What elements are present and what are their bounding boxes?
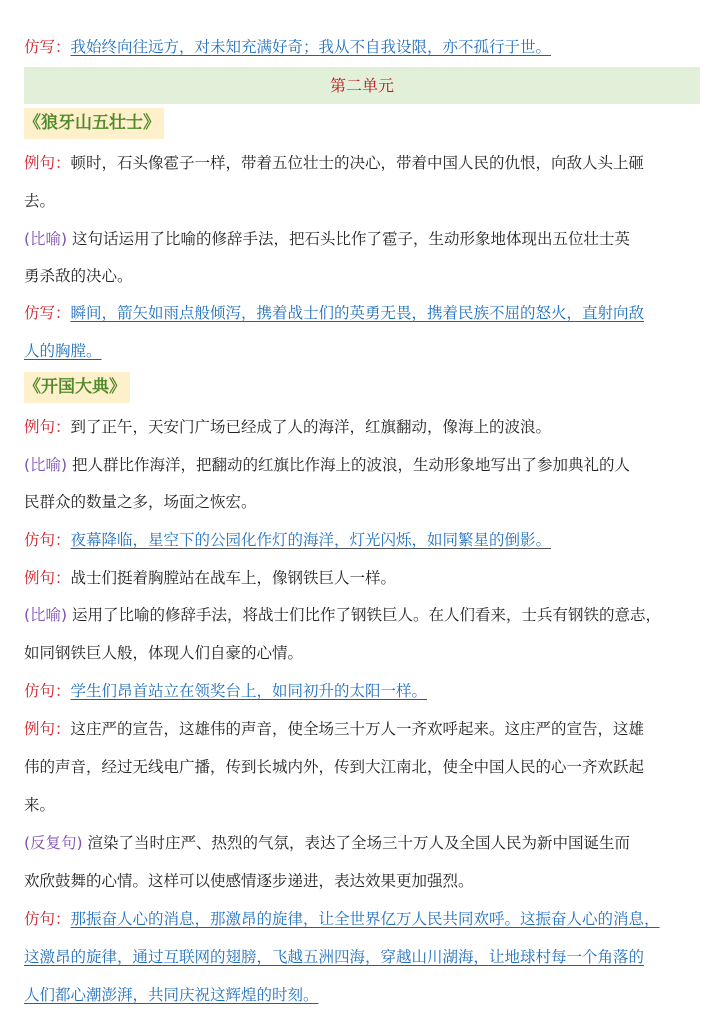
example-line [24,719,700,739]
analysis-line [24,229,700,249]
imitation-line-cont [24,985,700,1005]
imitation-line [24,681,700,701]
imitation-line-cont [24,947,700,967]
imitation-line-cont [24,341,700,361]
example-text: 顿时，石头像雹子一样，带着五位壮士的决心，带着中国人民的仇恨，向敌人头上砸 [70,154,645,172]
imitation-line [24,909,700,929]
analysis-text: 这句话运用了比喻的修辞手法，把石头比作了雹子，生动形象地体现出五位壮士英 [72,230,631,248]
example-line-cont [24,757,700,777]
imitation-line [24,303,700,323]
lesson-title: 《开国大典》 [24,372,130,403]
imitation-text: 夜幕降临，星空下的公园化作灯的海洋，灯光闪烁，如同繁星的倒影。 [70,531,552,549]
analysis-label: (比喻) [24,606,68,624]
example-text: 伟的声音，经过无线电广播，传到长城内外，传到大江南北，使全中国人民的心一齐欢跃起 [24,758,645,776]
analysis-text: 把人群比作海洋，把翻动的红旗比作海上的波浪，生动形象地写出了参加典礼的人 [72,456,631,474]
imitation-text: 我始终向往远方，对未知充满好奇；我从不自我设限，亦不孤行于世。 [70,38,552,56]
analysis-text: 运用了比喻的修辞手法，将战士们比作了钢铁巨人。在人们看来，士兵有钢铁的意志， [72,606,662,624]
example-line-cont [24,191,700,211]
example-text: 到了正午，天安门广场已经成了人的海洋，红旗翻动，像海上的波浪。 [70,418,552,436]
imitation-text: 瞬间，箭矢如雨点般倾泻，携着战士们的英勇无畏，携着民族不屈的怒火，直射向敌 [70,304,645,322]
imitation-line [24,37,700,57]
example-line [24,568,700,588]
analysis-text: 渲染了当时庄严、热烈的气氛，表达了全场三十万人及全国人民为新中国诞生而 [87,834,631,852]
analysis-label: (比喻) [24,230,68,248]
analysis-line-cont [24,871,700,891]
imitation-text: 那振奋人心的消息，那激昂的旋律，让全世界亿万人民共同欢呼。这振奋人心的消息， [70,910,660,928]
example-text: 这庄严的宣告，这雄伟的声音，使全场三十万人一齐欢呼起来。这庄严的宣告，这雄 [70,720,645,738]
example-label: 例句： [24,154,71,172]
example-line [24,417,700,437]
imitation-label: 仿句： [24,682,71,700]
imitation-label: 仿句： [24,910,71,928]
unit-banner: 第二单元 [24,67,700,104]
analysis-line-cont [24,643,700,663]
imitation-text: 人们都心潮澎湃，共同庆祝这辉煌的时刻。 [24,986,319,1004]
imitation-line [24,530,700,550]
imitation-label: 仿写： [24,38,71,56]
analysis-label: (比喻) [24,456,68,474]
example-text: 去。 [24,192,56,210]
imitation-text: 人的胸膛。 [24,342,102,360]
analysis-text: 如同钢铁巨人般，体现人们自豪的心情。 [24,644,304,662]
imitation-text: 这激昂的旋律，通过互联网的翅膀，飞越五洲四海，穿越山川湖海，让地球村每一个角落的 [24,948,645,966]
analysis-line [24,605,700,625]
imitation-label: 仿句： [24,531,71,549]
example-line-cont [24,795,700,815]
example-label: 例句： [24,720,71,738]
analysis-line-cont [24,492,700,512]
analysis-line [24,833,700,853]
analysis-line [24,455,700,475]
example-text: 来。 [24,796,56,814]
analysis-text: 欢欣鼓舞的心情。这样可以使感情逐步递进，表达效果更加强烈。 [24,872,474,890]
example-line [24,153,700,173]
example-label: 例句： [24,418,71,436]
example-text: 战士们挺着胸膛站在战车上，像钢铁巨人一样。 [70,569,397,587]
analysis-text: 民群众的数量之多，场面之恢宏。 [24,493,257,511]
analysis-line-cont [24,266,700,286]
lesson-title: 《狼牙山五壮士》 [24,108,164,139]
example-label: 例句： [24,569,71,587]
analysis-label: (反复句) [24,834,83,852]
analysis-text: 勇杀敌的决心。 [24,267,133,285]
imitation-label: 仿写： [24,304,71,322]
imitation-text: 学生们昂首站立在领奖台上，如同初升的太阳一样。 [70,682,428,700]
